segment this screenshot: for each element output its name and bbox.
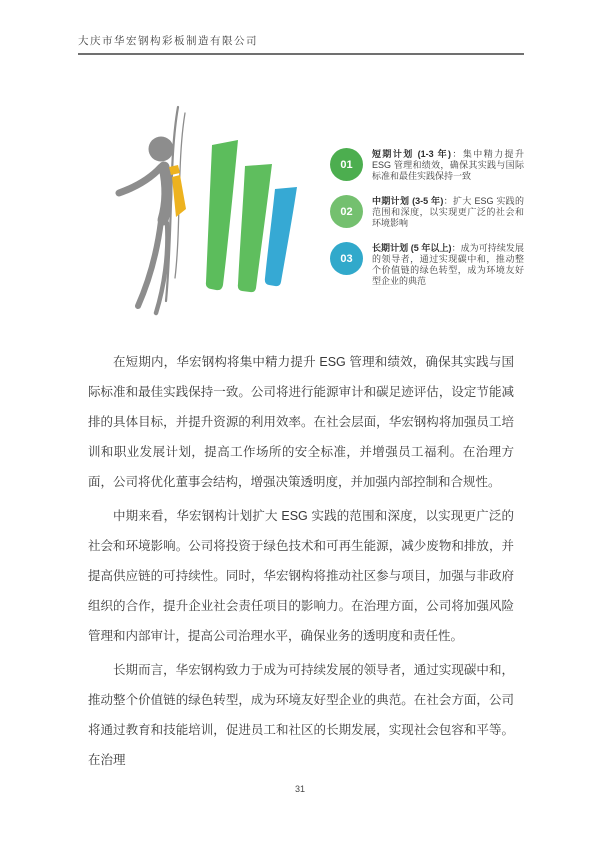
growth-bars: [206, 140, 297, 292]
header-company-name: 大庆市华宏钢构彩板制造有限公司: [78, 36, 258, 47]
plan-items-list: [330, 103, 524, 321]
esg-plan-infographic: [112, 103, 524, 321]
step-number-badge-1: 01: [330, 148, 363, 181]
person-head: [149, 137, 174, 162]
page-footer: [0, 784, 600, 794]
plan-item-text-2: [372, 195, 524, 229]
person-growth-bars-illustration: [112, 103, 312, 321]
plan-item-mid-term: [330, 195, 524, 229]
step-number-badge-2: 02: [330, 195, 363, 228]
step-number-badge-3: 03: [330, 242, 363, 275]
plan-item-title-2: 中期计划 (3-5 年): [372, 196, 444, 206]
plan-item-long-term: [330, 242, 524, 287]
person-leg-left: [138, 221, 161, 306]
paragraph-mid-term: 中期来看，华宏钢构计划扩大 ESG 实践的范围和深度，以实现更广泛的社会和环境影响。公司将投资于绿色技术和可再生能源，减少废物和排放，并提高供应链的可持续性。同时，华宏钢构将推动社区参与项目，加强与非政府组织的合作，提升企业社会责任项目的影响力。在治理方面，公司将加强风险管理和内部审计，提高公司治理水平，确保业务的透明度和责任性。: [88, 509, 514, 643]
growth-bar-1: [206, 140, 238, 290]
growth-bar-3: [265, 187, 297, 286]
page-number: 31: [294, 784, 305, 794]
plan-item-short-term: [330, 148, 524, 182]
tie-knot: [169, 165, 180, 175]
plan-item-desc-2: ：扩大 ESG 实践的范围和深度，以实现更广泛的社会和环境影响: [372, 196, 524, 228]
plan-item-desc-3: ：成为可持续发展的领导者，通过实现碳中和，推动整个价值链的绿色转型，成为环境友好型企业的典范: [372, 243, 524, 286]
person-torso: [163, 167, 167, 220]
plan-item-title-3: 长期计划 (5 年以上): [372, 243, 452, 253]
page-header: [78, 33, 524, 55]
plan-item-title-1: 短期计划 (1-3 年): [372, 149, 451, 159]
body-content: [88, 347, 514, 779]
plan-item-text-3: [372, 242, 524, 287]
plan-item-text-1: [372, 148, 524, 182]
person-arm: [119, 167, 161, 193]
paragraph-long-term: 长期而言，华宏钢构致力于成为可持续发展的领导者，通过实现碳中和，推动整个价值链的绿色转型，成为环境友好型企业的典范。在社会方面，公司将通过教育和技能培训，促进员工和社区的长期发展，实现社会包容和平等。在治理: [88, 663, 514, 767]
plan-item-desc-1: ：集中精力提升 ESG 管理和绩效，确保其实践与国际标准和最佳实践保持一致: [372, 149, 524, 181]
tie-blade: [172, 175, 186, 217]
paragraph-short-term: 在短期内，华宏钢构将集中精力提升 ESG 管理和绩效，确保其实践与国际标准和最佳实践保持一致。公司将进行能源审计和碳足迹评估，设定节能减排的具体目标，并提升资源的利用效率。在社会层面，华宏钢构将加强员工培训和职业发展计划，提高工作场所的安全标准，并增强员工福利。在治理方面，公司将优化董事会结构，增强决策透明度，并加强内部控制和合规性。: [88, 355, 514, 489]
person-figure: [119, 107, 185, 313]
